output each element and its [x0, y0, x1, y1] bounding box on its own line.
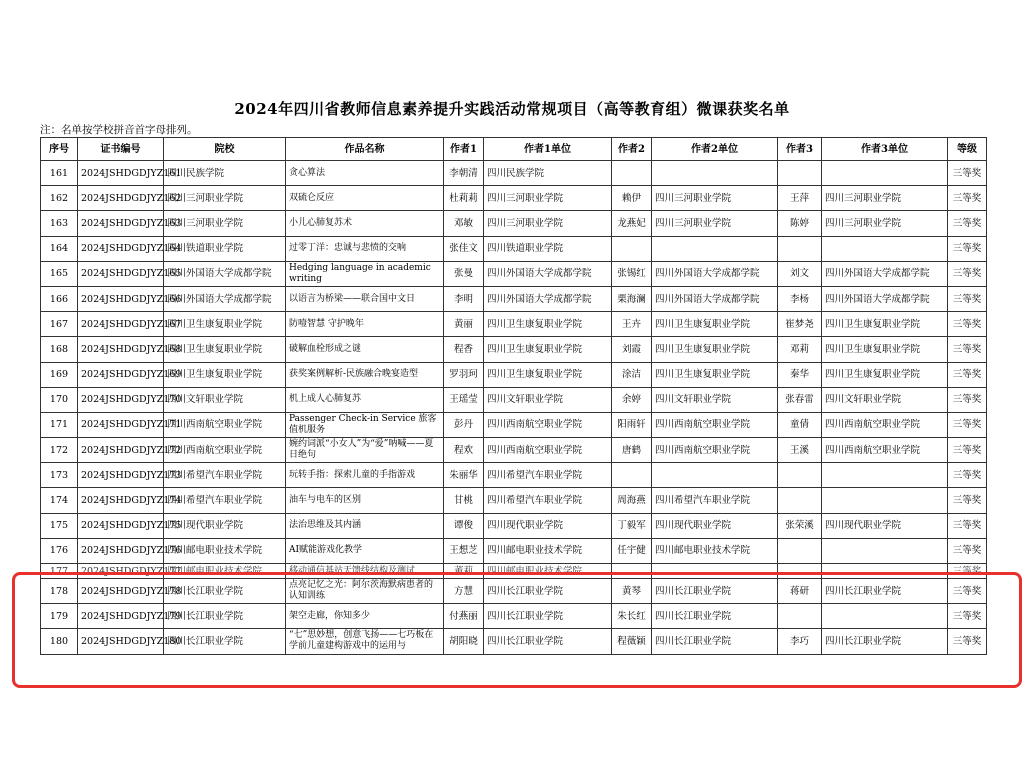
author3-unit-cell [822, 564, 948, 579]
column-header: 等级 [948, 138, 987, 161]
author2-cell: 赖伊 [612, 186, 652, 211]
work-title-cell: 以语言为桥梁——联合国中文日 [286, 286, 444, 311]
institution-cell: 四川三河职业学院 [164, 211, 286, 236]
award-level-cell: 三等奖 [948, 186, 987, 211]
row-number-cell: 164 [41, 236, 78, 261]
author3-cell [778, 463, 822, 488]
row-number-cell: 169 [41, 362, 78, 387]
certificate-number-cell: 2024JSHDGDJYZ167 [78, 312, 164, 337]
author2-unit-cell: 四川长江职业学院 [652, 629, 778, 654]
author1-cell: 张曼 [444, 261, 484, 286]
author2-unit-cell: 四川西南航空职业学院 [652, 438, 778, 463]
institution-cell: 四川外国语大学成都学院 [164, 286, 286, 311]
certificate-number-cell: 2024JSHDGDJYZ177 [78, 564, 164, 579]
certificate-number-cell: 2024JSHDGDJYZ169 [78, 362, 164, 387]
author1-unit-cell: 四川希望汽车职业学院 [484, 463, 612, 488]
institution-cell: 四川铁道职业学院 [164, 236, 286, 261]
award-level-cell: 三等奖 [948, 463, 987, 488]
row-number-cell: 179 [41, 604, 78, 629]
author2-cell: 阳雨轩 [612, 412, 652, 437]
author2-cell: 周海燕 [612, 488, 652, 513]
author1-cell: 谭俊 [444, 513, 484, 538]
author2-cell: 唐鹤 [612, 438, 652, 463]
author2-unit-cell: 四川文轩职业学院 [652, 387, 778, 412]
table-row [41, 236, 987, 261]
author3-unit-cell: 四川长江职业学院 [822, 629, 948, 654]
work-title-cell: 双硫仑反应 [286, 186, 444, 211]
author2-unit-cell: 四川现代职业学院 [652, 513, 778, 538]
author2-unit-cell: 四川外国语大学成都学院 [652, 261, 778, 286]
institution-cell: 四川民族学院 [164, 161, 286, 186]
certificate-number-cell: 2024JSHDGDJYZ165 [78, 261, 164, 286]
institution-cell: 四川三河职业学院 [164, 186, 286, 211]
work-title-cell: 过零丁洋：忠诚与悲愤的交响 [286, 236, 444, 261]
author1-unit-cell: 四川文轩职业学院 [484, 387, 612, 412]
table-row [41, 412, 987, 437]
author1-unit-cell: 四川现代职业学院 [484, 513, 612, 538]
work-title-cell: 小儿心肺复苏术 [286, 211, 444, 236]
certificate-number-cell: 2024JSHDGDJYZ179 [78, 604, 164, 629]
table-header-row [41, 138, 987, 161]
column-header: 院校 [164, 138, 286, 161]
table-row [41, 629, 987, 654]
author2-cell: 程薇颖 [612, 629, 652, 654]
author3-unit-cell: 四川卫生康复职业学院 [822, 337, 948, 362]
work-title-cell: 点亮记忆之光：阿尔茨海默病患者的认知训练 [286, 579, 444, 604]
work-title-cell: 获奖案例解析-民族融合晚宴造型 [286, 362, 444, 387]
institution-cell: 四川卫生康复职业学院 [164, 337, 286, 362]
author1-cell: 李朝清 [444, 161, 484, 186]
awards-table [40, 137, 987, 655]
table-body [41, 161, 987, 655]
author3-cell: 陈婷 [778, 211, 822, 236]
institution-cell: 四川邮电职业技术学院 [164, 564, 286, 579]
table-row [41, 337, 987, 362]
author3-unit-cell: 四川外国语大学成都学院 [822, 286, 948, 311]
certificate-number-cell: 2024JSHDGDJYZ178 [78, 579, 164, 604]
author3-unit-cell: 四川文轩职业学院 [822, 387, 948, 412]
author1-unit-cell: 四川外国语大学成都学院 [484, 261, 612, 286]
work-title-cell: 架空走廊，你知多少 [286, 604, 444, 629]
table-row [41, 312, 987, 337]
award-level-cell: 三等奖 [948, 629, 987, 654]
award-level-cell: 三等奖 [948, 513, 987, 538]
author1-cell: 甘桃 [444, 488, 484, 513]
work-title-cell: 机上成人心肺复苏 [286, 387, 444, 412]
author1-cell: 王瑶莹 [444, 387, 484, 412]
certificate-number-cell: 2024JSHDGDJYZ162 [78, 186, 164, 211]
award-level-cell: 三等奖 [948, 362, 987, 387]
author2-cell [612, 236, 652, 261]
author3-cell [778, 161, 822, 186]
author3-cell: 王溪 [778, 438, 822, 463]
certificate-number-cell: 2024JSHDGDJYZ175 [78, 513, 164, 538]
column-header: 作者2单位 [652, 138, 778, 161]
author2-unit-cell: 四川三河职业学院 [652, 186, 778, 211]
table-row [41, 161, 987, 186]
author2-unit-cell: 四川卫生康复职业学院 [652, 312, 778, 337]
author1-unit-cell: 四川卫生康复职业学院 [484, 337, 612, 362]
author1-cell: 黄丽 [444, 312, 484, 337]
author3-cell [778, 604, 822, 629]
certificate-number-cell: 2024JSHDGDJYZ163 [78, 211, 164, 236]
author2-cell [612, 161, 652, 186]
author2-unit-cell: 四川卫生康复职业学院 [652, 362, 778, 387]
table-row [41, 186, 987, 211]
table-row [41, 438, 987, 463]
row-number-cell: 163 [41, 211, 78, 236]
work-title-cell: 贪心算法 [286, 161, 444, 186]
certificate-number-cell: 2024JSHDGDJYZ164 [78, 236, 164, 261]
award-level-cell: 三等奖 [948, 488, 987, 513]
certificate-number-cell: 2024JSHDGDJYZ172 [78, 438, 164, 463]
column-header: 证书编号 [78, 138, 164, 161]
author1-cell: 付燕丽 [444, 604, 484, 629]
row-number-cell: 171 [41, 412, 78, 437]
work-title-cell: 玩转手指：探索儿童的手指游戏 [286, 463, 444, 488]
author1-unit-cell: 四川外国语大学成都学院 [484, 286, 612, 311]
row-number-cell: 168 [41, 337, 78, 362]
author2-cell: 栗海澜 [612, 286, 652, 311]
author2-unit-cell: 四川外国语大学成都学院 [652, 286, 778, 311]
institution-cell: 四川长江职业学院 [164, 604, 286, 629]
author3-unit-cell: 四川三河职业学院 [822, 186, 948, 211]
author3-cell: 蒋研 [778, 579, 822, 604]
author2-cell: 朱长红 [612, 604, 652, 629]
author1-unit-cell: 四川邮电职业技术学院 [484, 564, 612, 579]
institution-cell: 四川西南航空职业学院 [164, 412, 286, 437]
author3-unit-cell [822, 488, 948, 513]
certificate-number-cell: 2024JSHDGDJYZ168 [78, 337, 164, 362]
table-row [41, 286, 987, 311]
author2-cell [612, 564, 652, 579]
author1-unit-cell: 四川西南航空职业学院 [484, 438, 612, 463]
author1-cell: 杜莉莉 [444, 186, 484, 211]
institution-cell: 四川西南航空职业学院 [164, 438, 286, 463]
table-row [41, 463, 987, 488]
author2-cell: 刘霞 [612, 337, 652, 362]
award-level-cell: 三等奖 [948, 211, 987, 236]
institution-cell: 四川现代职业学院 [164, 513, 286, 538]
author3-unit-cell [822, 236, 948, 261]
author1-cell: 李明 [444, 286, 484, 311]
award-level-cell: 三等奖 [948, 579, 987, 604]
award-level-cell: 三等奖 [948, 312, 987, 337]
work-title-cell: Hedging language in academic writing [286, 261, 444, 286]
author2-unit-cell [652, 161, 778, 186]
author2-cell: 张锡红 [612, 261, 652, 286]
institution-cell: 四川希望汽车职业学院 [164, 463, 286, 488]
award-level-cell: 三等奖 [948, 604, 987, 629]
author1-cell: 程香 [444, 337, 484, 362]
column-header: 作者2 [612, 138, 652, 161]
author2-unit-cell: 四川邮电职业技术学院 [652, 538, 778, 563]
author1-cell: 张佳文 [444, 236, 484, 261]
author3-cell: 李杨 [778, 286, 822, 311]
certificate-number-cell: 2024JSHDGDJYZ176 [78, 538, 164, 563]
work-title-cell: Passenger Check-in Service 旅客值机服务 [286, 412, 444, 437]
certificate-number-cell: 2024JSHDGDJYZ180 [78, 629, 164, 654]
author1-cell: 朱丽华 [444, 463, 484, 488]
author3-unit-cell: 四川现代职业学院 [822, 513, 948, 538]
work-title-cell: 油车与电车的区别 [286, 488, 444, 513]
author1-unit-cell: 四川民族学院 [484, 161, 612, 186]
document-title: 2024年四川省教师信息素养提升实践活动常规项目（高等教育组）微课获奖名单 [234, 100, 790, 118]
author1-unit-cell: 四川希望汽车职业学院 [484, 488, 612, 513]
author2-cell: 龙燕妃 [612, 211, 652, 236]
author2-cell: 涂洁 [612, 362, 652, 387]
row-number-cell: 172 [41, 438, 78, 463]
institution-cell: 四川希望汽车职业学院 [164, 488, 286, 513]
work-title-cell: 移动通信基站天馈线结构及测试 [286, 564, 444, 579]
author1-cell: 程欢 [444, 438, 484, 463]
institution-cell: 四川邮电职业技术学院 [164, 538, 286, 563]
author2-unit-cell: 四川长江职业学院 [652, 579, 778, 604]
author1-cell: 罗羽珂 [444, 362, 484, 387]
award-level-cell: 三等奖 [948, 161, 987, 186]
author1-unit-cell: 四川卫生康复职业学院 [484, 312, 612, 337]
award-level-cell: 三等奖 [948, 438, 987, 463]
author1-cell: 董莉 [444, 564, 484, 579]
author1-unit-cell: 四川长江职业学院 [484, 604, 612, 629]
institution-cell: 四川长江职业学院 [164, 629, 286, 654]
work-title-cell: 防噎智慧 守护晚年 [286, 312, 444, 337]
author2-cell: 丁毅军 [612, 513, 652, 538]
author1-unit-cell: 四川长江职业学院 [484, 629, 612, 654]
column-header: 作者1单位 [484, 138, 612, 161]
award-level-cell: 三等奖 [948, 412, 987, 437]
author3-cell: 秦华 [778, 362, 822, 387]
author3-cell: 王萍 [778, 186, 822, 211]
author1-unit-cell: 四川卫生康复职业学院 [484, 362, 612, 387]
column-header: 作者3 [778, 138, 822, 161]
author3-unit-cell: 四川西南航空职业学院 [822, 412, 948, 437]
table-row [41, 362, 987, 387]
author3-cell: 张春雷 [778, 387, 822, 412]
author3-unit-cell: 四川卫生康复职业学院 [822, 312, 948, 337]
institution-cell: 四川卫生康复职业学院 [164, 312, 286, 337]
author1-cell: 方慧 [444, 579, 484, 604]
certificate-number-cell: 2024JSHDGDJYZ166 [78, 286, 164, 311]
row-number-cell: 165 [41, 261, 78, 286]
table-row [41, 538, 987, 563]
author3-unit-cell [822, 538, 948, 563]
table-row [41, 261, 987, 286]
author2-cell: 黄琴 [612, 579, 652, 604]
author3-unit-cell: 四川外国语大学成都学院 [822, 261, 948, 286]
award-level-cell: 三等奖 [948, 337, 987, 362]
row-number-cell: 161 [41, 161, 78, 186]
author3-cell: 童倩 [778, 412, 822, 437]
award-level-cell: 三等奖 [948, 261, 987, 286]
work-title-cell: 破解血栓形成之谜 [286, 337, 444, 362]
row-number-cell: 162 [41, 186, 78, 211]
certificate-number-cell: 2024JSHDGDJYZ173 [78, 463, 164, 488]
author2-cell: 余婷 [612, 387, 652, 412]
author1-unit-cell: 四川西南航空职业学院 [484, 412, 612, 437]
author3-unit-cell: 四川西南航空职业学院 [822, 438, 948, 463]
row-number-cell: 173 [41, 463, 78, 488]
certificate-number-cell: 2024JSHDGDJYZ161 [78, 161, 164, 186]
table-row [41, 579, 987, 604]
author2-unit-cell: 四川长江职业学院 [652, 604, 778, 629]
table-row [41, 387, 987, 412]
award-level-cell: 三等奖 [948, 538, 987, 563]
table-row [41, 513, 987, 538]
column-header: 作品名称 [286, 138, 444, 161]
row-number-cell: 178 [41, 579, 78, 604]
table-row [41, 488, 987, 513]
author1-unit-cell: 四川邮电职业技术学院 [484, 538, 612, 563]
author1-cell: 彭丹 [444, 412, 484, 437]
award-level-cell: 三等奖 [948, 387, 987, 412]
column-header: 作者1 [444, 138, 484, 161]
institution-cell: 四川卫生康复职业学院 [164, 362, 286, 387]
award-level-cell: 三等奖 [948, 286, 987, 311]
work-title-cell: 法治思维及其内涵 [286, 513, 444, 538]
institution-cell: 四川长江职业学院 [164, 579, 286, 604]
institution-cell: 四川文轩职业学院 [164, 387, 286, 412]
author1-unit-cell: 四川长江职业学院 [484, 579, 612, 604]
author2-unit-cell [652, 236, 778, 261]
author1-cell: 胡阳晓 [444, 629, 484, 654]
author3-unit-cell: 四川卫生康复职业学院 [822, 362, 948, 387]
author1-unit-cell: 四川三河职业学院 [484, 186, 612, 211]
table-row [41, 564, 987, 579]
author2-cell [612, 463, 652, 488]
award-level-cell: 三等奖 [948, 564, 987, 579]
institution-cell: 四川外国语大学成都学院 [164, 261, 286, 286]
author3-cell [778, 538, 822, 563]
work-title-cell: AI赋能游戏化教学 [286, 538, 444, 563]
certificate-number-cell: 2024JSHDGDJYZ170 [78, 387, 164, 412]
author3-unit-cell [822, 161, 948, 186]
certificate-number-cell: 2024JSHDGDJYZ171 [78, 412, 164, 437]
author2-unit-cell: 四川西南航空职业学院 [652, 412, 778, 437]
column-header: 作者3单位 [822, 138, 948, 161]
row-number-cell: 167 [41, 312, 78, 337]
sort-note: 注：名单按学校拼音首字母排列。 [40, 124, 198, 136]
author3-cell [778, 564, 822, 579]
author3-unit-cell [822, 463, 948, 488]
author1-unit-cell: 四川三河职业学院 [484, 211, 612, 236]
author3-cell: 张荣溪 [778, 513, 822, 538]
column-header: 序号 [41, 138, 78, 161]
author2-unit-cell [652, 463, 778, 488]
author3-cell: 李巧 [778, 629, 822, 654]
row-number-cell: 175 [41, 513, 78, 538]
table-row [41, 604, 987, 629]
work-title-cell: “七”思妙想，创意飞扬——七巧板在学前儿童建构游戏中的运用与 [286, 629, 444, 654]
author2-unit-cell: 四川三河职业学院 [652, 211, 778, 236]
author3-unit-cell [822, 604, 948, 629]
author2-unit-cell [652, 564, 778, 579]
author2-cell: 任宇健 [612, 538, 652, 563]
author3-cell: 刘文 [778, 261, 822, 286]
row-number-cell: 170 [41, 387, 78, 412]
row-number-cell: 174 [41, 488, 78, 513]
work-title-cell: 婉约词派“小女人”为“爱”呐喊——夏日绝句 [286, 438, 444, 463]
author2-unit-cell: 四川希望汽车职业学院 [652, 488, 778, 513]
author1-cell: 邓敏 [444, 211, 484, 236]
author3-cell: 邓莉 [778, 337, 822, 362]
award-level-cell: 三等奖 [948, 236, 987, 261]
table-row [41, 211, 987, 236]
author3-cell [778, 236, 822, 261]
certificate-number-cell: 2024JSHDGDJYZ174 [78, 488, 164, 513]
author3-unit-cell: 四川长江职业学院 [822, 579, 948, 604]
author3-cell [778, 488, 822, 513]
author3-cell: 崔梦尧 [778, 312, 822, 337]
row-number-cell: 176 [41, 538, 78, 563]
row-number-cell: 177 [41, 564, 78, 579]
author3-unit-cell: 四川三河职业学院 [822, 211, 948, 236]
author2-cell: 王卉 [612, 312, 652, 337]
row-number-cell: 180 [41, 629, 78, 654]
author2-unit-cell: 四川卫生康复职业学院 [652, 337, 778, 362]
author1-cell: 王想芝 [444, 538, 484, 563]
row-number-cell: 166 [41, 286, 78, 311]
author1-unit-cell: 四川铁道职业学院 [484, 236, 612, 261]
